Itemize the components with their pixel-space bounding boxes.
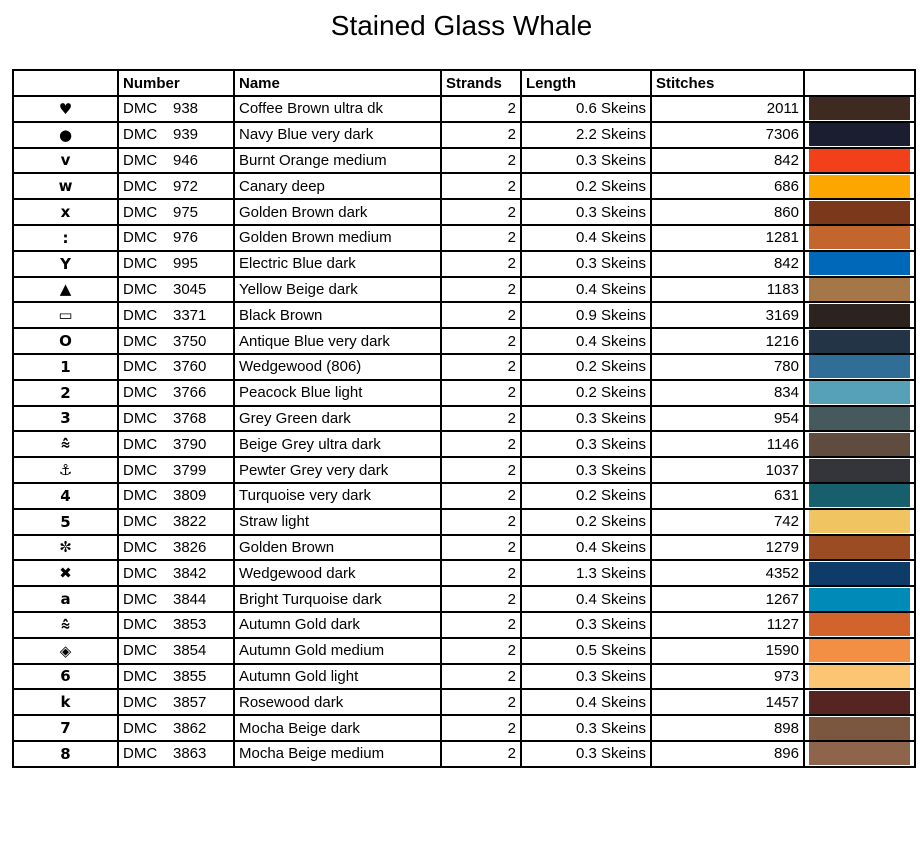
symbol-icon: 5 — [13, 509, 118, 535]
thread-strands: 2 — [441, 535, 521, 561]
thread-length: 0.3 Skeins — [521, 741, 651, 767]
thread-name: Grey Green dark — [234, 406, 441, 432]
thread-number — [118, 302, 234, 328]
thread-code: 3826 — [173, 538, 207, 556]
thread-length: 0.2 Skeins — [521, 354, 651, 380]
thread-brand: DMC — [123, 332, 158, 350]
thread-number — [118, 406, 234, 432]
header-strands: Strands — [441, 70, 521, 96]
color-swatch-cell — [804, 328, 915, 354]
thread-name: Rosewood dark — [234, 689, 441, 715]
thread-strands: 2 — [441, 173, 521, 199]
table-row — [13, 509, 915, 535]
color-swatch — [809, 613, 910, 636]
thread-stitches: 898 — [651, 715, 804, 741]
symbol-icon: ● — [13, 122, 118, 148]
thread-stitches: 834 — [651, 380, 804, 406]
thread-brand: DMC — [123, 177, 158, 195]
thread-length: 0.3 Skeins — [521, 457, 651, 483]
thread-brand: DMC — [123, 719, 158, 737]
thread-code: 3842 — [173, 564, 207, 582]
thread-brand: DMC — [123, 100, 158, 118]
thread-strands: 2 — [441, 328, 521, 354]
thread-code: 3371 — [173, 306, 207, 324]
thread-length: 1.3 Skeins — [521, 560, 651, 586]
color-swatch — [809, 459, 910, 482]
thread-number — [118, 251, 234, 277]
thread-stitches: 1590 — [651, 638, 804, 664]
thread-name: Yellow Beige dark — [234, 277, 441, 303]
color-swatch-cell — [804, 96, 915, 122]
color-swatch-cell — [804, 251, 915, 277]
thread-code: 3862 — [173, 719, 207, 737]
thread-strands: 2 — [441, 431, 521, 457]
symbol-icon: ▭ — [13, 302, 118, 328]
symbol-icon: ✼ — [13, 535, 118, 561]
thread-stitches: 1127 — [651, 612, 804, 638]
thread-stitches: 686 — [651, 173, 804, 199]
symbol-icon: 2 — [13, 380, 118, 406]
thread-code: 3766 — [173, 384, 207, 402]
thread-number — [118, 509, 234, 535]
thread-code: 3809 — [173, 487, 207, 505]
thread-stitches: 1457 — [651, 689, 804, 715]
thread-legend-table — [12, 69, 916, 768]
table-row — [13, 173, 915, 199]
color-swatch — [809, 381, 910, 404]
symbol-icon: O — [13, 328, 118, 354]
thread-code: 975 — [173, 203, 199, 221]
color-swatch-cell — [804, 173, 915, 199]
symbol-icon: 3 — [13, 406, 118, 432]
thread-code: 3045 — [173, 280, 207, 298]
thread-brand: DMC — [123, 642, 158, 660]
thread-stitches: 1281 — [651, 225, 804, 251]
thread-code: 976 — [173, 229, 199, 247]
table-row — [13, 148, 915, 174]
thread-name: Electric Blue dark — [234, 251, 441, 277]
thread-code: 946 — [173, 151, 199, 169]
thread-number — [118, 173, 234, 199]
table-row — [13, 251, 915, 277]
thread-name: Straw light — [234, 509, 441, 535]
thread-strands: 2 — [441, 406, 521, 432]
thread-strands: 2 — [441, 612, 521, 638]
color-swatch-cell — [804, 406, 915, 432]
thread-brand: DMC — [123, 461, 158, 479]
thread-number — [118, 638, 234, 664]
thread-code: 938 — [173, 100, 199, 118]
thread-stitches: 1037 — [651, 457, 804, 483]
thread-strands: 2 — [441, 483, 521, 509]
thread-brand: DMC — [123, 745, 158, 763]
symbol-icon: k — [13, 689, 118, 715]
header-color — [804, 70, 915, 96]
thread-code: 995 — [173, 255, 199, 273]
header-name: Name — [234, 70, 441, 96]
color-swatch — [809, 691, 910, 714]
thread-stitches: 1183 — [651, 277, 804, 303]
color-swatch — [809, 742, 910, 765]
thread-length: 0.2 Skeins — [521, 509, 651, 535]
thread-strands: 2 — [441, 586, 521, 612]
header-stitches: Stitches — [651, 70, 804, 96]
header-number: Number — [118, 70, 234, 96]
color-swatch-cell — [804, 586, 915, 612]
thread-length: 0.4 Skeins — [521, 535, 651, 561]
symbol-icon: ✖ — [13, 560, 118, 586]
symbol-icon: 7 — [13, 715, 118, 741]
thread-brand: DMC — [123, 667, 158, 685]
thread-length: 0.6 Skeins — [521, 96, 651, 122]
color-swatch — [809, 717, 910, 740]
thread-strands: 2 — [441, 199, 521, 225]
thread-code: 3854 — [173, 642, 207, 660]
thread-name: Bright Turquoise dark — [234, 586, 441, 612]
thread-strands: 2 — [441, 560, 521, 586]
thread-number — [118, 612, 234, 638]
color-swatch — [809, 201, 910, 224]
color-swatch-cell — [804, 354, 915, 380]
table-row — [13, 406, 915, 432]
thread-name: Wedgewood (806) — [234, 354, 441, 380]
symbol-icon: ♥ — [13, 96, 118, 122]
color-swatch-cell — [804, 535, 915, 561]
thread-number — [118, 689, 234, 715]
color-swatch — [809, 278, 910, 301]
symbol-icon: Y — [13, 251, 118, 277]
thread-strands: 2 — [441, 122, 521, 148]
thread-brand: DMC — [123, 280, 158, 298]
thread-strands: 2 — [441, 741, 521, 767]
header-length: Length — [521, 70, 651, 96]
thread-strands: 2 — [441, 354, 521, 380]
thread-number — [118, 664, 234, 690]
thread-name: Autumn Gold light — [234, 664, 441, 690]
color-swatch — [809, 355, 910, 378]
thread-number — [118, 483, 234, 509]
thread-length: 0.4 Skeins — [521, 277, 651, 303]
symbol-icon: : — [13, 225, 118, 251]
thread-strands: 2 — [441, 457, 521, 483]
thread-name: Pewter Grey very dark — [234, 457, 441, 483]
thread-code: 3790 — [173, 435, 207, 453]
thread-number — [118, 457, 234, 483]
color-swatch — [809, 433, 910, 456]
thread-stitches: 3169 — [651, 302, 804, 328]
thread-number — [118, 741, 234, 767]
color-swatch — [809, 123, 910, 146]
color-swatch-cell — [804, 225, 915, 251]
thread-length: 0.9 Skeins — [521, 302, 651, 328]
thread-name: Black Brown — [234, 302, 441, 328]
color-swatch — [809, 226, 910, 249]
thread-code: 3760 — [173, 358, 207, 376]
thread-name: Golden Brown medium — [234, 225, 441, 251]
table-row — [13, 612, 915, 638]
thread-brand: DMC — [123, 151, 158, 169]
color-swatch-cell — [804, 741, 915, 767]
symbol-icon: ⩯ — [13, 612, 118, 638]
color-swatch — [809, 639, 910, 662]
thread-length: 0.4 Skeins — [521, 225, 651, 251]
symbol-icon: x — [13, 199, 118, 225]
thread-name: Coffee Brown ultra dk — [234, 96, 441, 122]
thread-stitches: 973 — [651, 664, 804, 690]
symbol-icon: 6 — [13, 664, 118, 690]
thread-brand: DMC — [123, 358, 158, 376]
thread-brand: DMC — [123, 409, 158, 427]
thread-strands: 2 — [441, 96, 521, 122]
thread-length: 0.4 Skeins — [521, 586, 651, 612]
thread-length: 0.5 Skeins — [521, 638, 651, 664]
thread-stitches: 860 — [651, 199, 804, 225]
thread-brand: DMC — [123, 538, 158, 556]
thread-code: 3857 — [173, 693, 207, 711]
thread-stitches: 1216 — [651, 328, 804, 354]
thread-number — [118, 535, 234, 561]
symbol-icon: ⩯ — [13, 431, 118, 457]
symbol-icon: 1 — [13, 354, 118, 380]
color-swatch — [809, 175, 910, 198]
table-row — [13, 715, 915, 741]
thread-stitches: 842 — [651, 148, 804, 174]
thread-number — [118, 380, 234, 406]
thread-strands: 2 — [441, 689, 521, 715]
thread-number — [118, 96, 234, 122]
color-swatch — [809, 510, 910, 533]
color-swatch — [809, 330, 910, 353]
thread-stitches: 7306 — [651, 122, 804, 148]
color-swatch-cell — [804, 122, 915, 148]
table-row — [13, 457, 915, 483]
thread-stitches: 896 — [651, 741, 804, 767]
thread-number — [118, 586, 234, 612]
thread-brand: DMC — [123, 487, 158, 505]
thread-name: Turquoise very dark — [234, 483, 441, 509]
thread-brand: DMC — [123, 693, 158, 711]
table-row — [13, 741, 915, 767]
color-swatch — [809, 665, 910, 688]
color-swatch — [809, 484, 910, 507]
thread-number — [118, 199, 234, 225]
thread-name: Antique Blue very dark — [234, 328, 441, 354]
thread-name: Canary deep — [234, 173, 441, 199]
symbol-icon: ⚓ — [13, 457, 118, 483]
thread-number — [118, 225, 234, 251]
color-swatch-cell — [804, 560, 915, 586]
thread-name: Navy Blue very dark — [234, 122, 441, 148]
symbol-icon: w — [13, 173, 118, 199]
thread-length: 0.3 Skeins — [521, 148, 651, 174]
thread-length: 0.3 Skeins — [521, 199, 651, 225]
thread-length: 0.3 Skeins — [521, 664, 651, 690]
thread-brand: DMC — [123, 203, 158, 221]
thread-number — [118, 560, 234, 586]
thread-brand: DMC — [123, 306, 158, 324]
thread-brand: DMC — [123, 255, 158, 273]
thread-name: Burnt Orange medium — [234, 148, 441, 174]
thread-number — [118, 431, 234, 457]
thread-brand: DMC — [123, 590, 158, 608]
thread-name: Wedgewood dark — [234, 560, 441, 586]
color-swatch — [809, 536, 910, 559]
thread-strands: 2 — [441, 509, 521, 535]
thread-length: 0.4 Skeins — [521, 689, 651, 715]
thread-length: 0.3 Skeins — [521, 715, 651, 741]
thread-strands: 2 — [441, 715, 521, 741]
thread-length: 0.3 Skeins — [521, 431, 651, 457]
table-row — [13, 483, 915, 509]
thread-length: 0.3 Skeins — [521, 612, 651, 638]
thread-name: Golden Brown dark — [234, 199, 441, 225]
thread-stitches: 842 — [651, 251, 804, 277]
table-row — [13, 431, 915, 457]
table-row — [13, 560, 915, 586]
thread-brand: DMC — [123, 126, 158, 144]
thread-number — [118, 328, 234, 354]
table-row — [13, 586, 915, 612]
thread-strands: 2 — [441, 251, 521, 277]
symbol-icon: 8 — [13, 741, 118, 767]
thread-brand: DMC — [123, 435, 158, 453]
thread-length: 2.2 Skeins — [521, 122, 651, 148]
thread-length: 0.3 Skeins — [521, 406, 651, 432]
color-swatch-cell — [804, 457, 915, 483]
thread-stitches: 1267 — [651, 586, 804, 612]
thread-stitches: 780 — [651, 354, 804, 380]
color-swatch-cell — [804, 277, 915, 303]
thread-stitches: 742 — [651, 509, 804, 535]
thread-strands: 2 — [441, 148, 521, 174]
color-swatch-cell — [804, 612, 915, 638]
thread-strands: 2 — [441, 380, 521, 406]
thread-brand: DMC — [123, 229, 158, 247]
color-swatch — [809, 149, 910, 172]
color-swatch — [809, 304, 910, 327]
table-row — [13, 122, 915, 148]
thread-brand: DMC — [123, 616, 158, 634]
thread-stitches: 631 — [651, 483, 804, 509]
thread-name: Autumn Gold medium — [234, 638, 441, 664]
thread-length: 0.2 Skeins — [521, 483, 651, 509]
table-row — [13, 380, 915, 406]
thread-name: Beige Grey ultra dark — [234, 431, 441, 457]
color-swatch — [809, 252, 910, 275]
thread-strands: 2 — [441, 225, 521, 251]
color-swatch-cell — [804, 509, 915, 535]
header-symbol — [13, 70, 118, 96]
thread-brand: DMC — [123, 513, 158, 531]
thread-stitches: 1146 — [651, 431, 804, 457]
table-row — [13, 689, 915, 715]
color-swatch — [809, 407, 910, 430]
thread-name: Mocha Beige dark — [234, 715, 441, 741]
thread-code: 972 — [173, 177, 199, 195]
color-swatch-cell — [804, 715, 915, 741]
thread-stitches: 954 — [651, 406, 804, 432]
thread-stitches: 4352 — [651, 560, 804, 586]
color-swatch-cell — [804, 664, 915, 690]
color-swatch-cell — [804, 483, 915, 509]
color-swatch — [809, 97, 910, 120]
color-swatch-cell — [804, 638, 915, 664]
thread-stitches: 1279 — [651, 535, 804, 561]
symbol-icon: v — [13, 148, 118, 174]
thread-code: 3750 — [173, 332, 207, 350]
thread-code: 3822 — [173, 513, 207, 531]
thread-length: 0.2 Skeins — [521, 173, 651, 199]
symbol-icon: 4 — [13, 483, 118, 509]
thread-number — [118, 122, 234, 148]
thread-strands: 2 — [441, 638, 521, 664]
thread-strands: 2 — [441, 302, 521, 328]
symbol-icon: ◈ — [13, 638, 118, 664]
thread-name: Peacock Blue light — [234, 380, 441, 406]
thread-brand: DMC — [123, 384, 158, 402]
thread-length: 0.3 Skeins — [521, 251, 651, 277]
thread-number — [118, 715, 234, 741]
thread-code: 3863 — [173, 745, 207, 763]
thread-strands: 2 — [441, 277, 521, 303]
table-row — [13, 302, 915, 328]
table-row — [13, 328, 915, 354]
symbol-icon: ▲ — [13, 277, 118, 303]
thread-length: 0.2 Skeins — [521, 380, 651, 406]
table-row — [13, 225, 915, 251]
color-swatch-cell — [804, 431, 915, 457]
thread-number — [118, 354, 234, 380]
color-swatch — [809, 588, 910, 611]
symbol-icon: a — [13, 586, 118, 612]
color-swatch-cell — [804, 380, 915, 406]
thread-code: 3768 — [173, 409, 207, 427]
table-row — [13, 638, 915, 664]
table-row — [13, 199, 915, 225]
table-row — [13, 277, 915, 303]
table-header-row — [13, 70, 915, 96]
thread-code: 3844 — [173, 590, 207, 608]
thread-code: 3799 — [173, 461, 207, 479]
thread-number — [118, 277, 234, 303]
thread-brand: DMC — [123, 564, 158, 582]
thread-name: Autumn Gold dark — [234, 612, 441, 638]
thread-code: 3855 — [173, 667, 207, 685]
color-swatch-cell — [804, 302, 915, 328]
page-title: Stained Glass Whale — [330, 10, 593, 41]
thread-code: 3853 — [173, 616, 207, 634]
table-row — [13, 535, 915, 561]
thread-stitches: 2011 — [651, 96, 804, 122]
table-row — [13, 354, 915, 380]
table-row — [13, 664, 915, 690]
table-row — [13, 96, 915, 122]
color-swatch — [809, 562, 910, 585]
color-swatch-cell — [804, 148, 915, 174]
color-swatch-cell — [804, 689, 915, 715]
thread-code: 939 — [173, 126, 199, 144]
thread-length: 0.4 Skeins — [521, 328, 651, 354]
thread-name: Golden Brown — [234, 535, 441, 561]
color-swatch-cell — [804, 199, 915, 225]
thread-number — [118, 148, 234, 174]
thread-name: Mocha Beige medium — [234, 741, 441, 767]
thread-strands: 2 — [441, 664, 521, 690]
